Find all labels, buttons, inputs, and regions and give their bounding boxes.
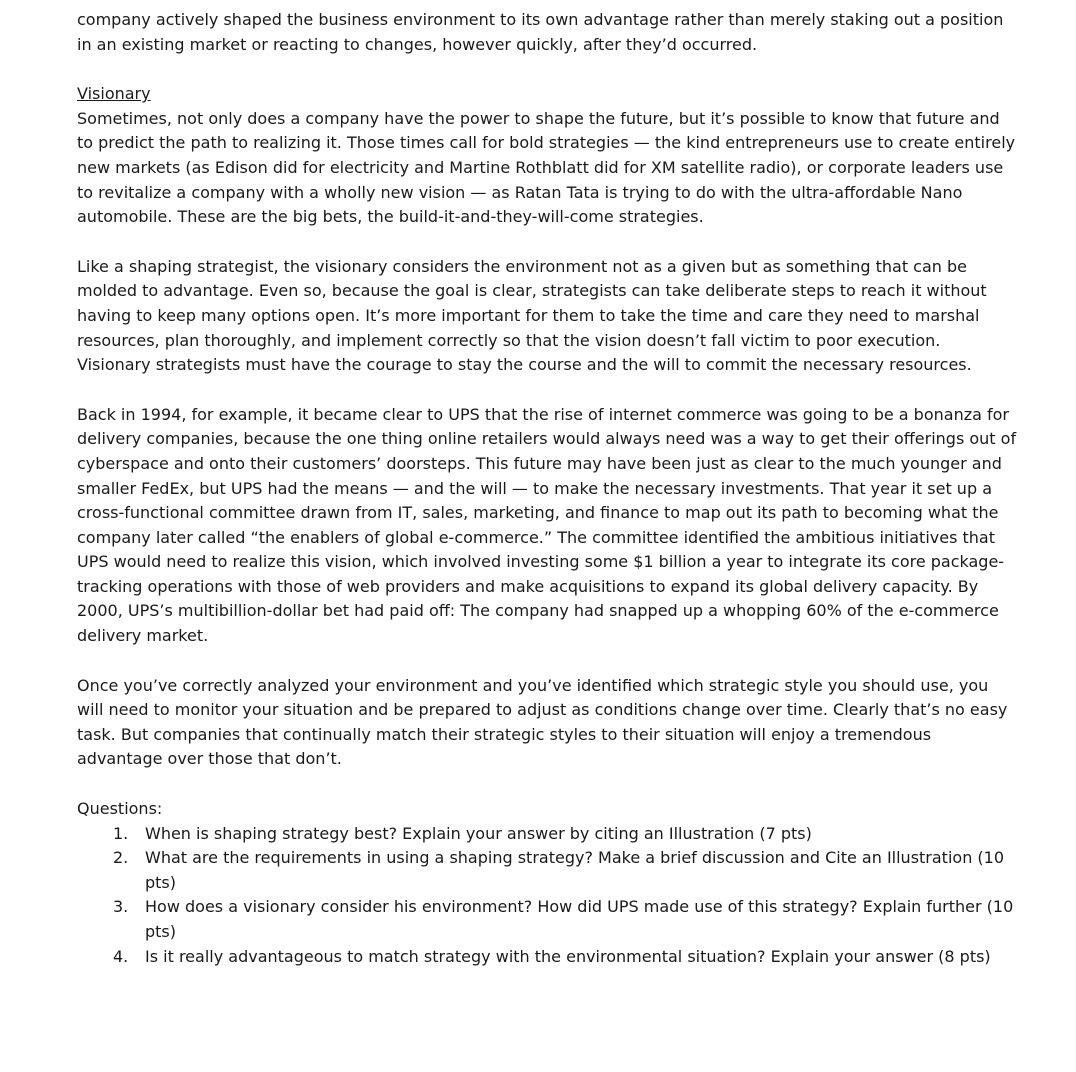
question-item-2 [113, 846, 1017, 895]
question-text: How does a visionary consider his environment? How did UPS made use of this strategy? Explain further (10 pts) [145, 897, 1014, 941]
question-number: 4. [113, 946, 129, 966]
question-item-4 [113, 945, 1017, 970]
paragraph-ups-example: Back in 1994, for example, it became clear to UPS that the rise of internet commerce was going to be a bonanza for delivery companies, because the one thing online retailers would always need was a way to get their offerings out of cyberspace and onto their customers’ doorsteps. This future may have been just as clear to the much younger and smaller FedEx, but UPS had the means — and the will — to make the necessary investments. That year it set up a cross-functional committee drawn from IT, sales, marketing, and finance to map out its path to becoming what the company later called “the enablers of global e-commerce.” The committee identified the ambitious initiatives that UPS would need to realize this vision, which involved investing some $1 billion a year to integrate its core package-tracking operations with those of web providers and make acquisitions to expand its global delivery capacity. By 2000, UPS’s multibillion-dollar bet had paid off: The company had snapped up a whopping 60% of the e-commerce delivery market. [77, 404, 1017, 646]
questions-label: Questions: [77, 799, 163, 819]
question-text: Is it really advantageous to match strategy with the environmental situation? Explain your answer (8 pts) [145, 946, 991, 966]
question-number: 2. [113, 848, 129, 868]
question-number: 1. [113, 823, 129, 843]
question-item-1 [113, 822, 1017, 847]
paragraph-shaping-comparison: Like a shaping strategist, the visionary considers the environment not as a given but as something that can be molded to advantage. Even so, because the goal is clear, strategists can take deliberate steps to reach it without having to keep many options open. It’s more important for them to take the time and care they need to marshal resources, plan thoroughly, and implement correctly so that the vision doesn’t fall victim to poor execution. Visionary strategists must have the courage to stay the course and the will to commit the necessary resources. [77, 256, 987, 375]
question-text: When is shaping strategy best? Explain your answer by citing an Illustration (7 pts) [145, 823, 812, 843]
section-heading: Visionary [77, 84, 151, 104]
question-number: 3. [113, 897, 129, 917]
intro-paragraph: company actively shaped the business environment to its own advantage rather than merely staking out a position in an existing market or reacting to changes, however quickly, after they’d occurred. [77, 10, 1004, 54]
paragraph-conclusion: Once you’ve correctly analyzed your environment and you’ve identified which strategic style you should use, you will need to monitor your situation and be prepared to adjust as conditions change over time. Clearly that’s no easy task. But companies that continually match their strategic styles to their situation will enjoy a tremendous advantage over those that don’t. [77, 675, 1008, 769]
question-item-3 [113, 895, 1017, 944]
paragraph-visionary-intro: Sometimes, not only does a company have the power to shape the future, but it’s possible to know that future and to predict the path to realizing it. Those times call for bold strategies — the kind entrepreneurs use to create entirely new markets (as Edison did for electricity and Martine Rothblatt did for XM satellite radio), or corporate leaders use to revitalize a company with a wholly new vision — as Ratan Tata is trying to do with the ultra-affordable Nano automobile. These are the big bets, the build-it-and-they-will-come strategies. [77, 108, 1016, 227]
questions-list [77, 822, 1017, 970]
document-page [77, 8, 1017, 969]
question-text: What are the requirements in using a shaping strategy? Make a brief discussion and Cite an Illustration (10 pts) [145, 848, 1005, 892]
